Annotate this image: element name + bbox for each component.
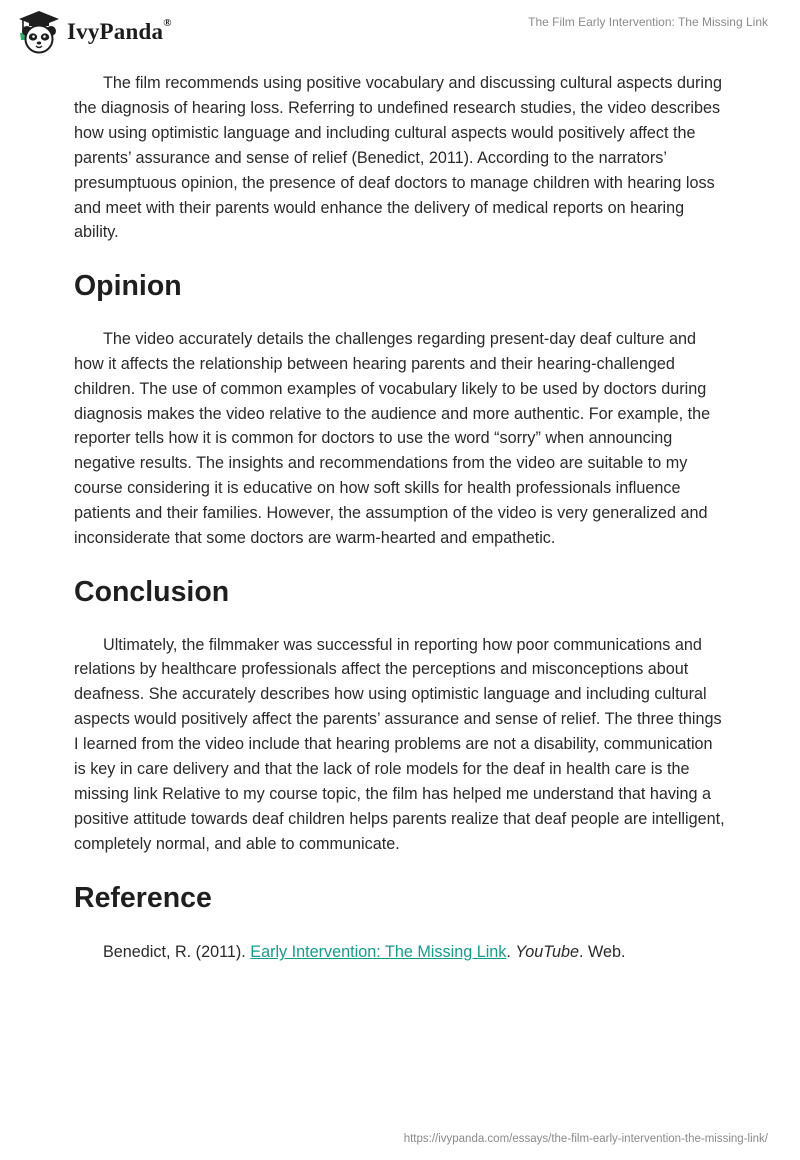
reference-entry [74,940,726,965]
reference-medium: . Web. [579,943,626,962]
conclusion-paragraph: Ultimately, the filmmaker was successful in reporting how poor communications and relations by healthcare professionals affect the perceptions and misconceptions about deafness. She accurately describes how using optimistic language and including cultural aspects would positively affect the parents’ assurance and sense of relief. The three things I learned from the video include that hearing problems are not a disability, communication is key in care delivery and that the lack of role models for the deaf in health care is the missing link Relative to my course topic, the film has helped me understand that having a positive attitude towards deaf children helps parents realize that deaf people are intelligent, completely normal, and able to communicate. [74,635,725,853]
opinion-paragraph: The video accurately details the challenges regarding present-day deaf culture and how it affects the relationship between hearing parents and their hearing-challenged children. The use of common examples of vocabulary likely to be used by doctors during diagnosis makes the video relative to the audience and more authentic. For example, the reporter tells how it is common for doctors to use the word “sorry” when announcing negative results. The insights and recommendations from the video are suitable to my course considering it is educative on how soft skills for health professionals influence patients and their families. However, the assumption of the video is very generalized and inconsiderate that some doctors are warm-hearted and empathetic. [74,329,711,548]
brand-name: IvyPanda® [67,17,172,44]
reference-heading: Reference [74,881,212,914]
reference-source: YouTube [515,943,579,962]
page-header [0,0,800,60]
conclusion-heading: Conclusion [74,576,230,608]
reference-video-link[interactable]: Early Intervention: The Missing Link [250,943,507,962]
footer-url[interactable]: https://ivypanda.com/essays/the-film-early-intervention-the-missing-link/ [403,1133,768,1145]
opinion-heading: Opinion [74,270,182,303]
essay-body [74,71,726,965]
reference-author-year: Benedict, R. (2011). [103,943,251,962]
panda-graduate-icon [16,9,62,55]
reference-link-punct: . [506,943,516,962]
running-title: The Film Early Intervention: The Missing Link [528,15,768,29]
intro-paragraph: The film recommends using positive vocabulary and discussing cultural aspects during the diagnosis of hearing loss. Referring to undefined research studies, the video describes how using optimistic language and including cultural aspects would positively affect the parents’ assurance and sense of relief (Benedict, 2011). According to the narrators’ presumptuous opinion, the presence of deaf doctors to manage children with hearing loss and meet with their parents would enhance the delivery of medical reports on hearing ability. [74,74,723,242]
ivypanda-logo[interactable] [16,9,172,55]
